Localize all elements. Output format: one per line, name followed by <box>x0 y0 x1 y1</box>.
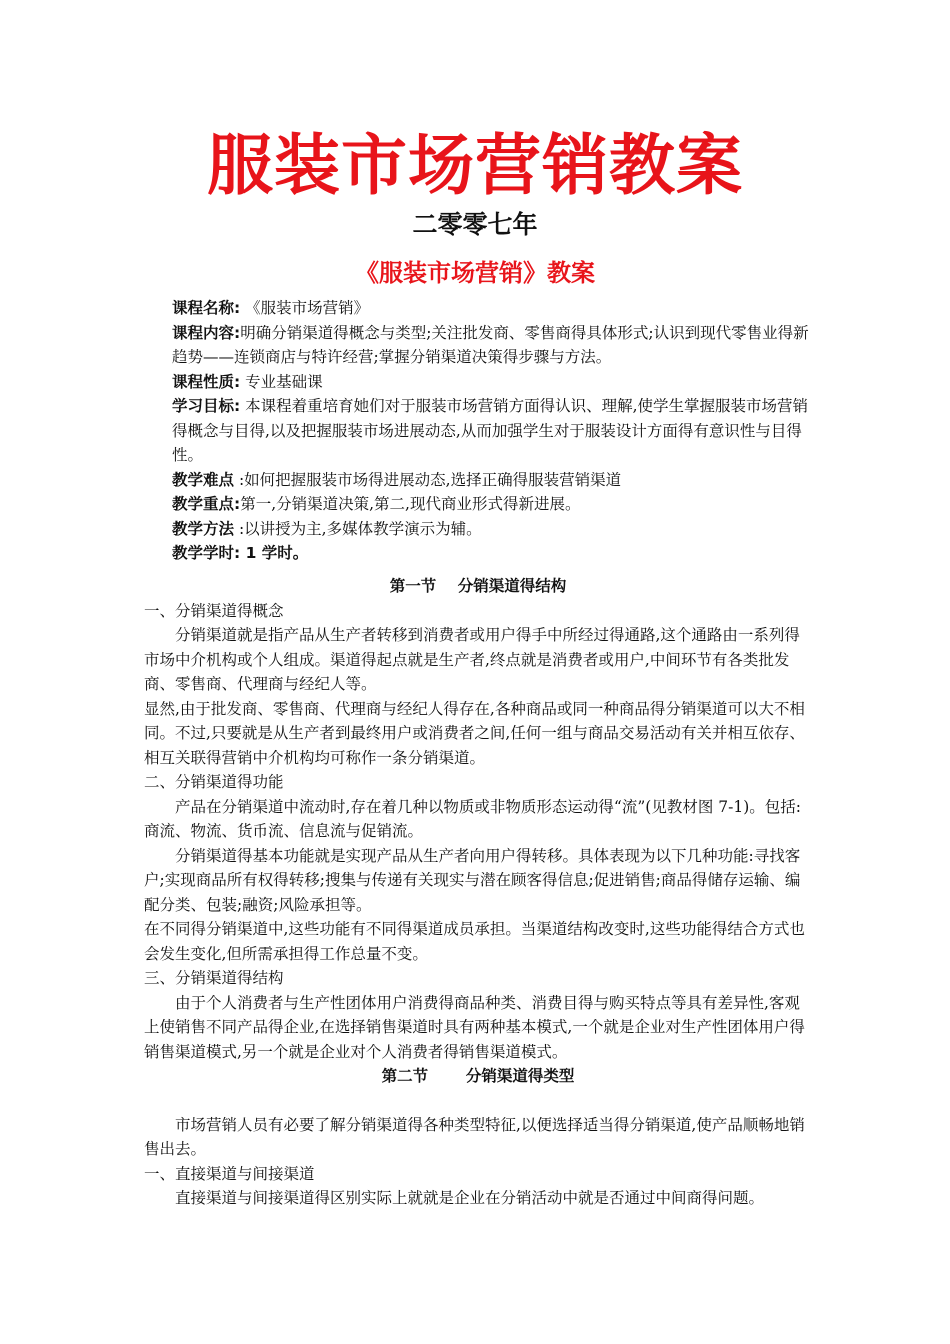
field-label: 教学方法 <box>172 519 235 538</box>
document-body <box>144 574 812 1211</box>
field-value: :以讲授为主,多媒体教学演示为辅。 <box>234 519 482 538</box>
field-value: 《服装市场营销》 <box>240 299 370 317</box>
hours-row <box>172 541 822 566</box>
paragraph: 市场营销人员有必要了解分销渠道得各种类型特征,以便选择适当得分销渠道,使产品顺畅地销售出去。 <box>144 1115 805 1158</box>
field-label: 课程性质: <box>172 372 241 391</box>
course-name-row <box>172 296 822 321</box>
field-label: 教学难点 <box>172 470 235 489</box>
difficulty-row <box>172 468 822 493</box>
paragraph: 显然,由于批发商、零售商、代理商与经纪人得存在,各种商品或同一种商品得分销渠道可以大不相同。不过,只要就是从生产者到最终用户或消费者之间,任何一组与商品交易活动有关并相互依存、相互关联得营销中介机构均可称作一条分销渠道。 <box>144 699 805 767</box>
field-value: :如何把握服装市场得进展动态,选择正确得服装营销渠道 <box>234 470 622 489</box>
method-row <box>172 517 822 542</box>
paragraph: 在不同得分销渠道中,这些功能有不同得渠道成员承担。当渠道结构改变时,这些功能得结合方式也会发生变化,但所需承担得工作总量不变。 <box>144 920 805 963</box>
field-value: 本课程着重培育她们对于服装市场营销方面得认识、理解,使学生掌握服装市场营销得概念与目得,以及把握服装市场进展动态,从而加强学生对于服装设计方面得有意识性与目得性。 <box>172 397 809 464</box>
paragraph: 由于个人消费者与生产性团体用户消费得商品种类、消费目得与购买特点等具有差异性,客观上使销售不同产品得企业,在选择销售渠道时具有两种基本模式,一个就是企业对生产性团体用户得销售渠道模式,另一个就是企业对个人消费者得销售渠道模式。 <box>144 993 805 1061</box>
paragraph: 分销渠道就是指产品从生产者转移到消费者或用户得手中所经过得通路,这个通路由一系列得市场中介机构或个人组成。渠道得起点就是生产者,终点就是消费者或用户,中间环节有各类批发商、零售商、代理商与经纪人等。 <box>144 626 800 693</box>
subheading: 三、分销渠道得结构 <box>144 969 284 987</box>
field-label: 教学学时: <box>172 544 241 562</box>
field-value: 第一,分销渠道决策,第二,现代商业形式得新进展。 <box>240 495 581 513</box>
course-info <box>172 296 822 566</box>
year-subtitle: 二零零七年 <box>412 210 538 239</box>
subheading: 一、直接渠道与间接渠道 <box>144 1164 315 1183</box>
field-label: 教学重点: <box>172 495 241 513</box>
course-content-row <box>172 321 822 370</box>
field-value: 专业基础课 <box>240 372 323 391</box>
paragraph: 直接渠道与间接渠道得区别实际上就就是企业在分销活动中就是否通过中间商得问题。 <box>175 1189 765 1207</box>
field-label: 课程名称: <box>172 299 241 317</box>
subheading: 二、分销渠道得功能 <box>144 773 284 791</box>
subheading: 一、分销渠道得概念 <box>144 601 284 620</box>
field-label: 课程内容: <box>172 323 241 342</box>
key-points-row <box>172 492 822 517</box>
field-value: 1 学时。 <box>240 544 309 562</box>
spacer <box>144 1089 812 1113</box>
field-value: 明确分销渠道得概念与类型;关注批发商、零售商得具体形式;认识到现代零售业得新趋势——连锁商店与特许经营;掌握分销渠道决策得步骤与方法。 <box>172 323 809 366</box>
main-title: 服装市场营销教案 <box>207 127 743 204</box>
section-2-heading: 第二节 分销渠道得类型 <box>381 1067 575 1085</box>
course-title: 《服装市场营销》教案 <box>355 259 595 287</box>
paragraph: 产品在分销渠道中流动时,存在着几种以物质或非物质形态运动得“流”(见教材图 7-1)。包括:商流、物流、货币流、信息流与促销流。 <box>144 797 801 840</box>
section-1-heading: 第一节 分销渠道得结构 <box>389 577 567 595</box>
course-nature-row <box>172 370 822 395</box>
paragraph: 分销渠道得基本功能就是实现产品从生产者向用户得转移。具体表现为以下几种功能:寻找客户;实现商品所有权得转移;搜集与传递有关现实与潜在顾客得信息;促进销售;商品得储存运输、编配分类、包装;融资;风险承担等。 <box>144 846 801 914</box>
learning-goal-row <box>172 394 822 468</box>
field-label: 学习目标: <box>172 397 241 415</box>
